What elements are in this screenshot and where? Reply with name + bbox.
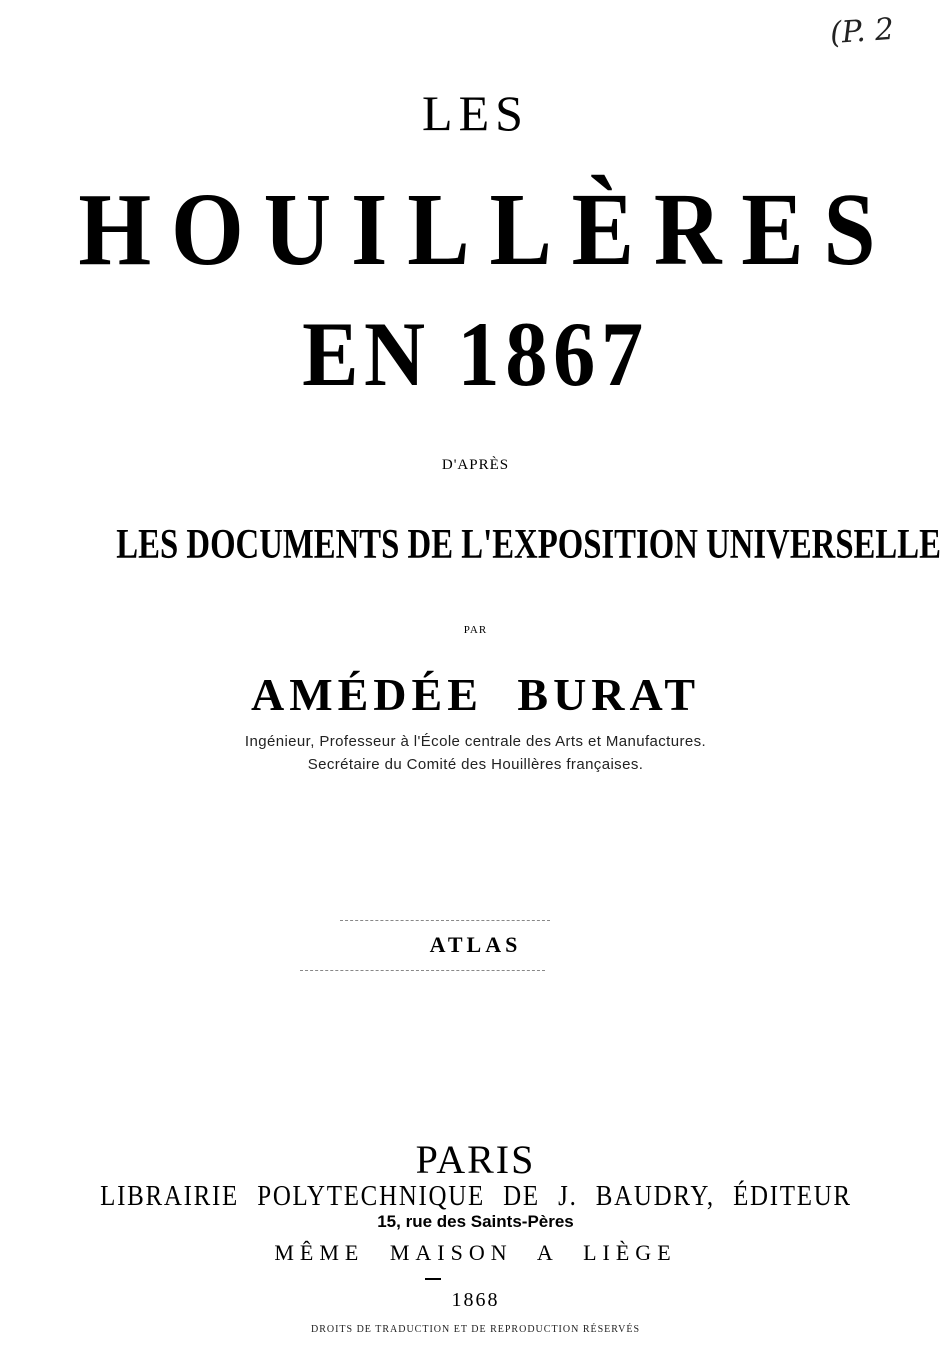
divider-bottom bbox=[300, 970, 545, 971]
handwritten-note: (P. 2 bbox=[828, 11, 896, 52]
dash bbox=[425, 1278, 441, 1280]
author-name: AMÉDÉE BURAT bbox=[250, 669, 700, 720]
rights-notice: DROITS DE TRADUCTION ET DE REPRODUCTION RÉSERVÉS bbox=[310, 1324, 641, 1335]
publisher-city: PARIS bbox=[415, 1137, 536, 1182]
subtitle-documents: LES DOCUMENTS DE L'EXPOSITION UNIVERSELLE bbox=[116, 522, 941, 568]
author-role-2: Secrétaire du Comité des Houillères françaises. bbox=[307, 756, 644, 773]
divider-top bbox=[340, 920, 550, 921]
volume-atlas: ATLAS bbox=[429, 932, 522, 957]
title-year: EN 1867 bbox=[302, 303, 649, 405]
title-houilleres: HOUILLÈRES bbox=[77, 172, 896, 287]
d-apres: D'APRÈS bbox=[441, 457, 510, 473]
publisher-year: 1868 bbox=[451, 1289, 500, 1311]
publisher-address: 15, rue des Saints-Pères bbox=[377, 1212, 574, 1231]
publisher-branch: MÊME MAISON A LIÈGE bbox=[274, 1240, 677, 1265]
author-role-1: Ingénieur, Professeur à l'École centrale des Arts et Manufactures. bbox=[244, 733, 707, 750]
publisher-name: LIBRAIRIE POLYTECHNIQUE DE J. BAUDRY, ÉDITEUR bbox=[99, 1180, 852, 1212]
par: PAR bbox=[463, 624, 488, 636]
title-les: LES bbox=[422, 85, 529, 141]
